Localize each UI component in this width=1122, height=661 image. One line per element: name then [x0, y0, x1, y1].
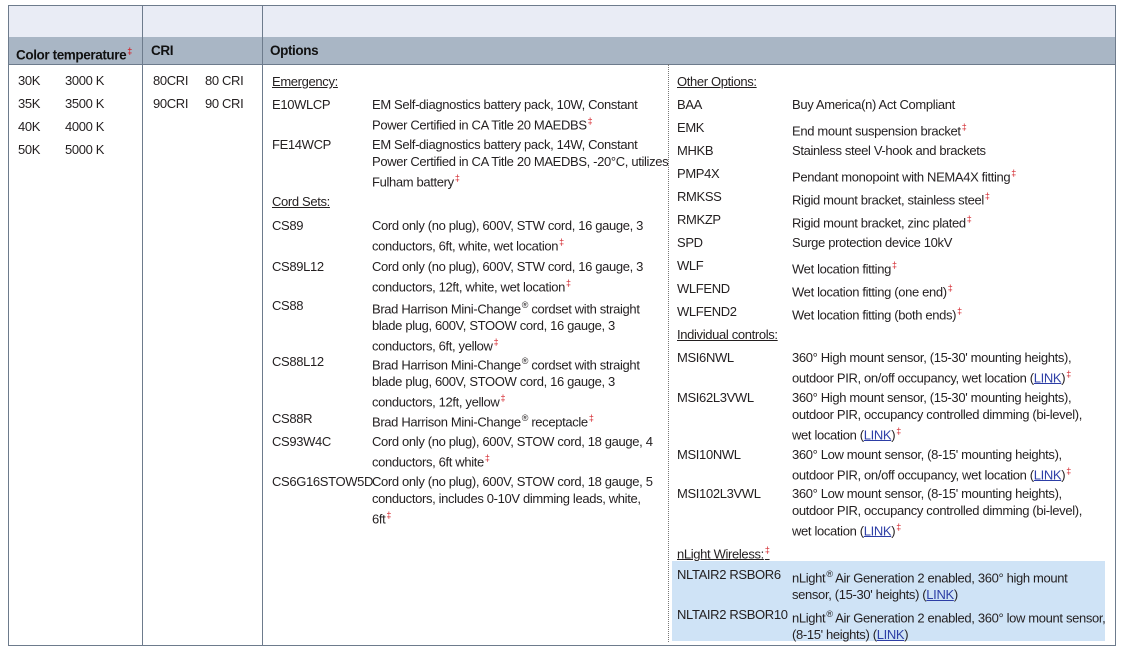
option-code: CS88R [272, 411, 313, 426]
option-code: CS89 [272, 218, 304, 233]
link[interactable]: LINK [1033, 467, 1062, 483]
header-options: Options [270, 43, 319, 58]
color-temp-code: 50K [18, 142, 41, 157]
option-desc: Wet location fitting‡ [792, 260, 897, 277]
option-code: RMKSS [677, 189, 722, 204]
option-desc: Brad Harrison Mini-Change® receptacle‡ [372, 413, 594, 430]
link[interactable]: LINK [1033, 370, 1062, 386]
option-desc: 360° Low mount sensor, (8-15' mounting heights), outdoor PIR, occupancy controlled dimming (bi-level), wet location (LINK)‡ [792, 486, 1082, 539]
top-band [9, 6, 1115, 38]
color-temp-desc: 4000 K [65, 119, 105, 134]
option-code: MSI102L3VWL [677, 486, 761, 501]
option-desc: nLight® Air Generation 2 enabled, 360° low mount sensor, (8-15' heights) (LINK) [792, 609, 1106, 643]
option-code: NLTAIR2 RSBOR6 [677, 567, 781, 582]
cri-code: 80CRI [153, 73, 189, 88]
option-desc: End mount suspension bracket‡ [792, 122, 967, 139]
option-code: CS88 [272, 298, 304, 313]
option-desc: Cord only (no plug), 600V, STOW cord, 18 gauge, 4 conductors, 6ft white‡ [372, 434, 653, 470]
option-desc: 360° High mount sensor, (15-30' mounting heights), outdoor PIR, occupancy controlled dimming (bi-level), wet location (LINK)‡ [792, 390, 1082, 443]
option-desc: Buy America(n) Act Compliant [792, 97, 955, 112]
column-divider [262, 6, 263, 645]
link[interactable]: LINK [863, 523, 892, 539]
option-desc: Rigid mount bracket, stainless steel‡ [792, 191, 990, 208]
option-desc: Surge protection device 10kV [792, 235, 953, 250]
section-title-emergency: Emergency: [272, 74, 338, 89]
header-cri: CRI [151, 43, 174, 58]
option-code: CS6G16STOW5D [272, 474, 374, 489]
option-desc: Brad Harrison Mini-Change® cordset with straight blade plug, 600V, STOOW cord, 16 gauge, 3 conductors, 12ft, yellow‡ [372, 356, 640, 410]
cri-code: 90CRI [153, 96, 189, 111]
option-code: MSI10NWL [677, 447, 741, 462]
section-title-cord-sets: Cord Sets: [272, 194, 330, 209]
section-title-other-options: Other Options: [677, 74, 757, 89]
option-code: CS89L12 [272, 259, 324, 274]
option-code: BAA [677, 97, 702, 112]
option-code: RMKZP [677, 212, 721, 227]
cri-desc: 90 CRI [205, 96, 244, 111]
option-desc: Wet location fitting (both ends)‡ [792, 306, 962, 323]
option-code: SPD [677, 235, 703, 250]
option-code: PMP4X [677, 166, 720, 181]
link[interactable]: LINK [926, 587, 954, 603]
option-code: EMK [677, 120, 705, 135]
option-code: WLF [677, 258, 704, 273]
option-desc: 360° High mount sensor, (15-30' mounting heights), outdoor PIR, on/off occupancy, wet location (LINK)‡ [792, 350, 1072, 386]
option-desc: EM Self-diagnostics battery pack, 10W, Constant Power Certified in CA Title 20 MAEDBS‡ [372, 97, 638, 133]
option-code: CS88L12 [272, 354, 324, 369]
color-temp-desc: 5000 K [65, 142, 105, 157]
option-code: MSI62L3VWL [677, 390, 754, 405]
color-temp-code: 30K [18, 73, 41, 88]
option-desc: Stainless steel V-hook and brackets [792, 143, 986, 158]
section-title-individual-controls: Individual controls: [677, 327, 778, 342]
link[interactable]: LINK [863, 427, 892, 443]
option-desc: Wet location fitting (one end)‡ [792, 283, 953, 300]
option-desc: Cord only (no plug), 600V, STW cord, 16 gauge, 3 conductors, 12ft, white, wet location‡ [372, 259, 644, 295]
option-desc: 360° Low mount sensor, (8-15' mounting heights), outdoor PIR, on/off occupancy, wet location (LINK)‡ [792, 447, 1071, 483]
option-code: MSI6NWL [677, 350, 734, 365]
option-desc: Pendant monopoint with NEMA4X fitting‡ [792, 168, 1016, 185]
option-desc: nLight® Air Generation 2 enabled, 360° high mount sensor, (15-30' heights) (LINK) [792, 569, 1068, 603]
option-code: FE14WCP [272, 137, 331, 152]
option-desc: Cord only (no plug), 600V, STOW cord, 18 gauge, 5 conductors, includes 0-10V dimming leads, white, 6ft‡ [372, 474, 653, 527]
header-row [9, 37, 1115, 65]
option-code: CS93W4C [272, 434, 331, 449]
color-temp-desc: 3500 K [65, 96, 105, 111]
column-divider [142, 6, 143, 645]
color-temp-code: 40K [18, 119, 41, 134]
option-desc: EM Self-diagnostics battery pack, 14W, Constant Power Certified in CA Title 20 MAEDBS, -20°C, utilizes Fulham battery‡ [372, 137, 669, 190]
link[interactable]: LINK [876, 627, 905, 643]
color-temp-desc: 3000 K [65, 73, 105, 88]
option-code: NLTAIR2 RSBOR10 [677, 607, 788, 622]
option-code: WLFEND2 [677, 304, 737, 319]
option-desc: Rigid mount bracket, zinc plated‡ [792, 214, 972, 231]
option-code: MHKB [677, 143, 714, 158]
option-desc: Brad Harrison Mini-Change® cordset with straight blade plug, 600V, STOOW cord, 16 gauge, 3 conductors, 6ft, yellow‡ [372, 300, 640, 354]
option-code: E10WLCP [272, 97, 331, 112]
header-color-temperature: Color temperature‡ [16, 46, 132, 63]
option-code: WLFEND [677, 281, 730, 296]
ordering-options-table [8, 5, 1116, 646]
option-desc: Cord only (no plug), 600V, STW cord, 16 gauge, 3 conductors, 6ft, white, wet location‡ [372, 218, 644, 254]
cri-desc: 80 CRI [205, 73, 244, 88]
color-temp-code: 35K [18, 96, 41, 111]
section-title-nlight-wireless: nLight Wireless:‡ [677, 545, 770, 562]
